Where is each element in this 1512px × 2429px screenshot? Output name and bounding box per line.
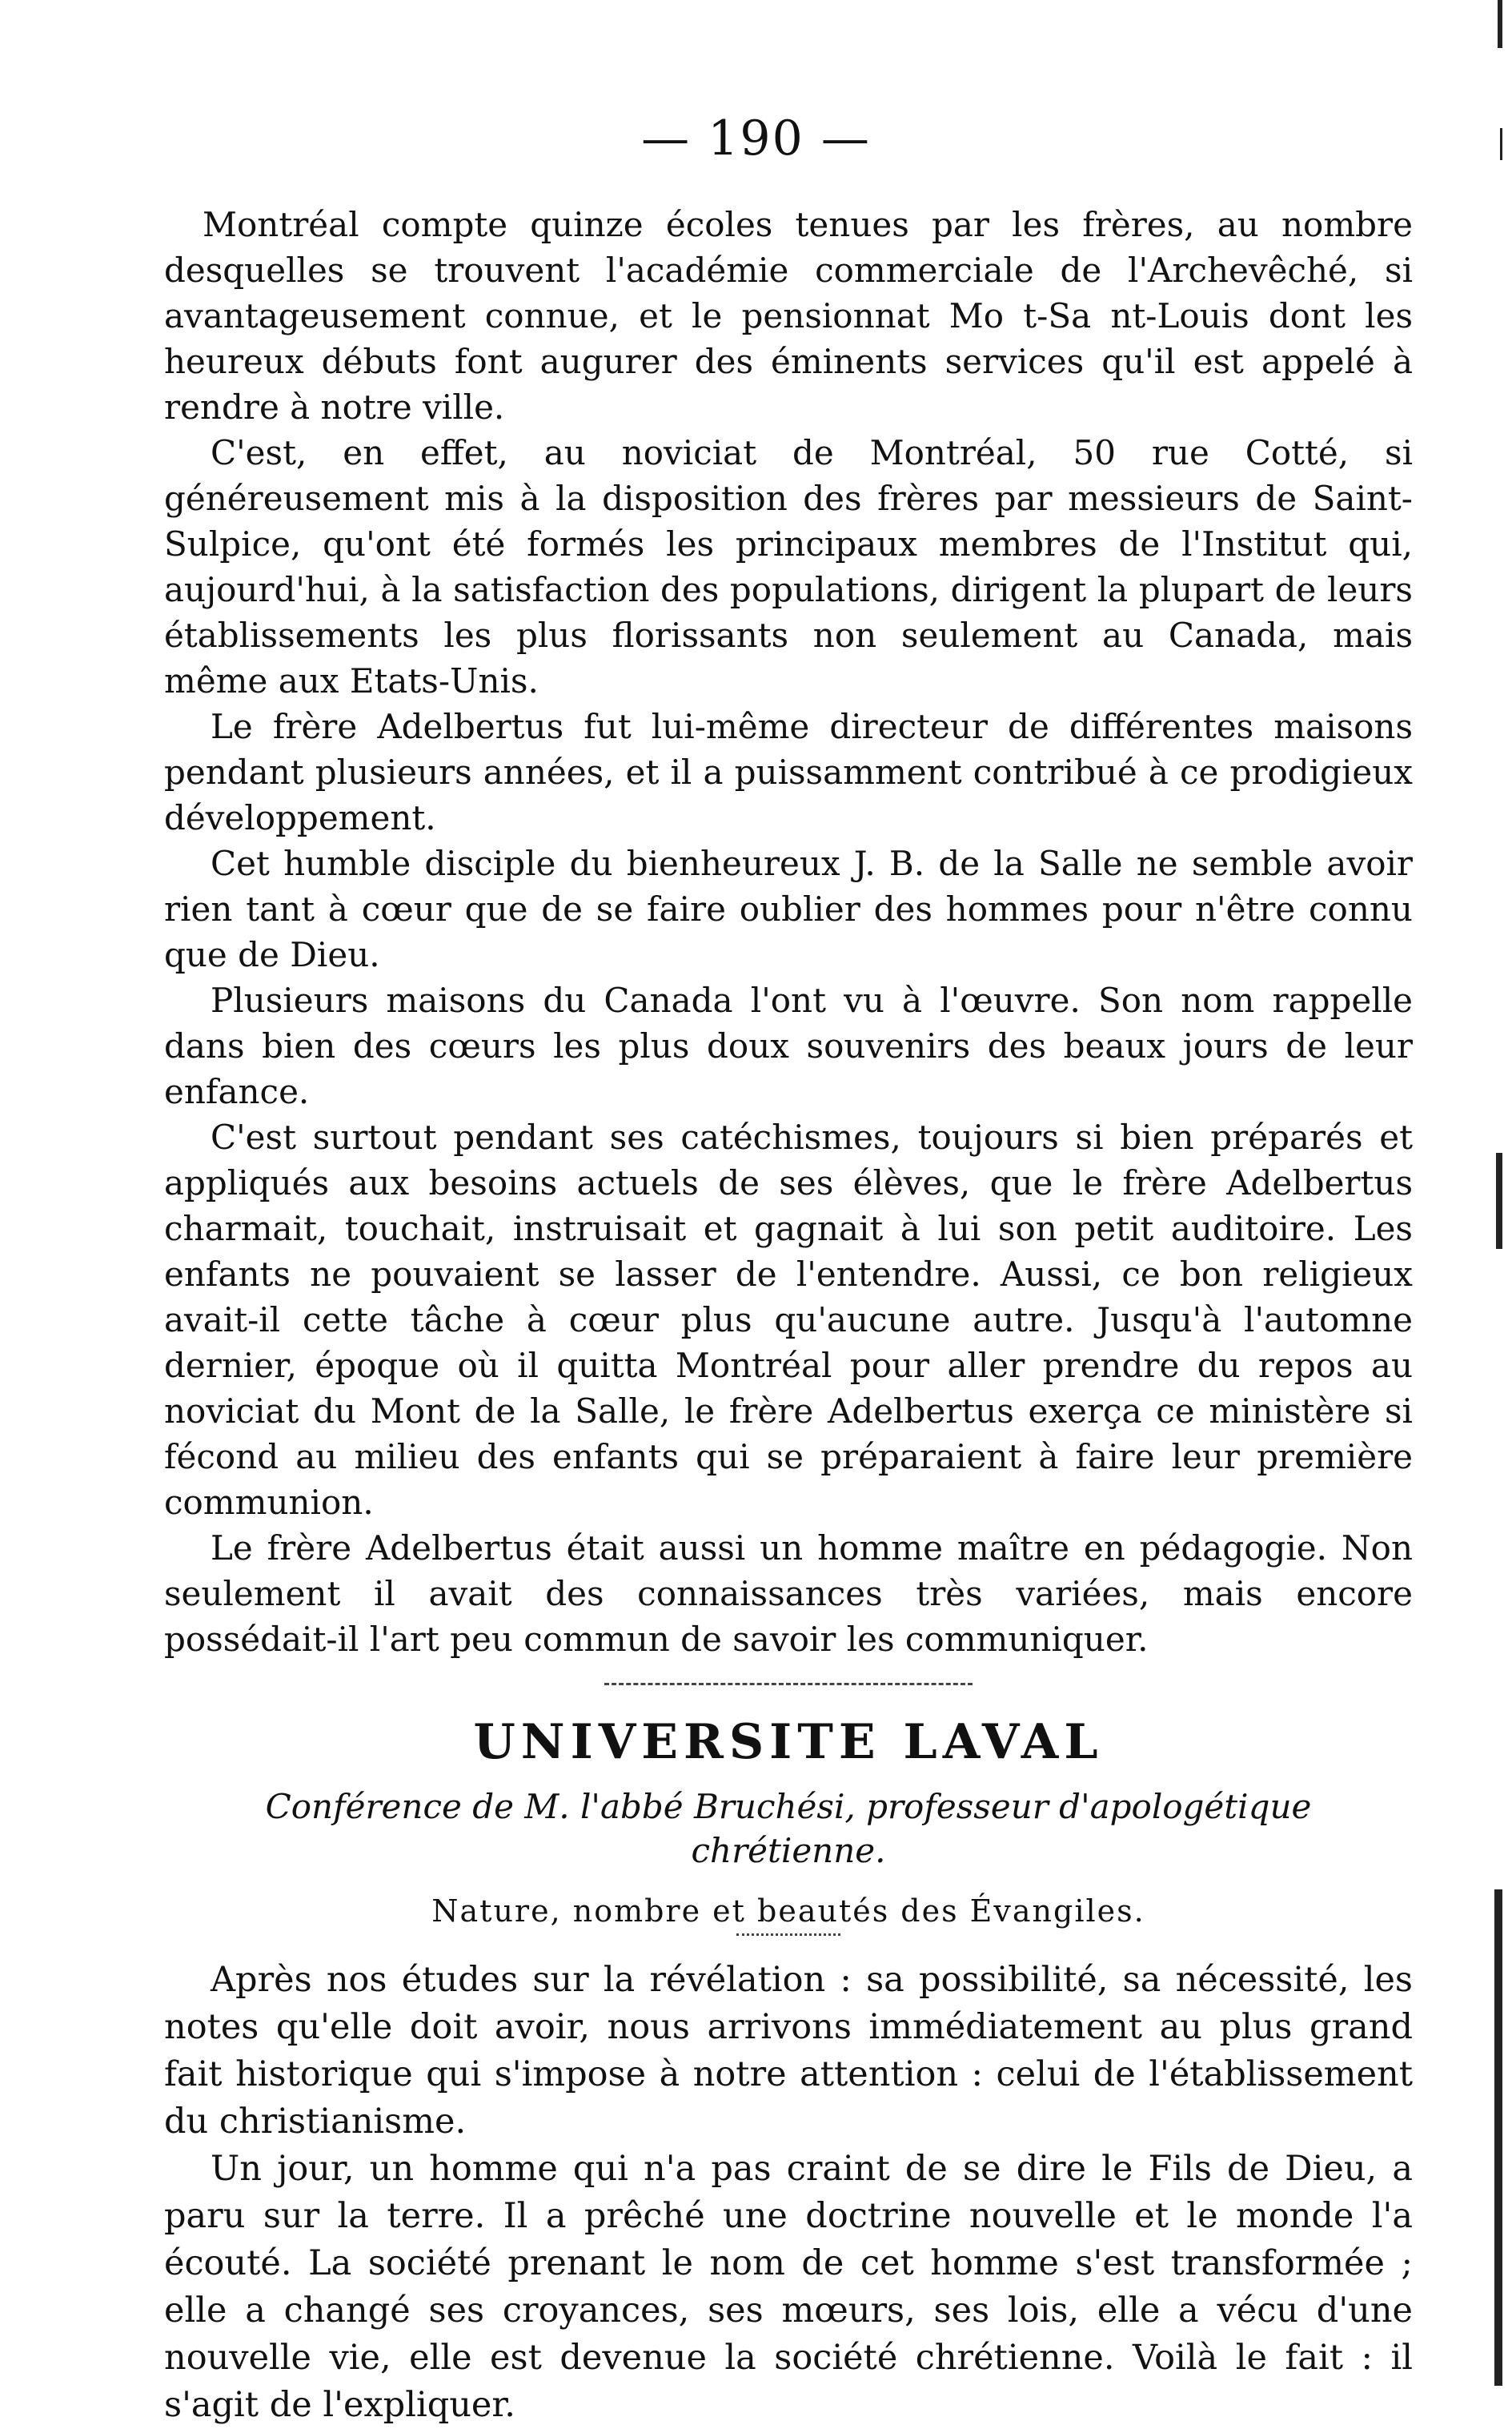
paragraph: Plusieurs maisons du Canada l'ont vu à l'œuvre. Son nom rappelle dans bien des cœurs les plus doux souvenirs des beaux jours de leur enfance.	[164, 981, 1413, 1111]
section-heading: UNIVERSITE LAVAL	[473, 1714, 1104, 1770]
page-number: — 190 —	[641, 110, 871, 167]
title-rule	[736, 1933, 840, 1936]
section-divider	[604, 1683, 973, 1685]
edge-mark	[1494, 1889, 1502, 2386]
paragraph: C'est, en effet, au noviciat de Montréal, 50 rue Cotté, si généreusement mis à la disposition des frères par messieurs de Saint-Sulpice, qu'ont été formés les principaux membres de l'Institut qui, aujourd'hui, à la satisfaction des populations, dirigent la plupart de leurs établissements les plus florissants non seulement au Canada, mais même aux Etats-Unis.	[164, 433, 1413, 701]
paragraph: C'est surtout pendant ses catéchismes, toujours si bien préparés et appliqués aux besoins actuels de ses élèves, que le frère Adelbertus charmait, touchait, instruisait et gagnait à lui son petit auditoire. Les enfants ne pouvaient se lasser de l'entendre. Aussi, ce bon religieux avait-il cette tâche à cœur plus qu'aucune autre. Jusqu'à l'automne dernier, époque où il quitta Montréal pour aller prendre du repos au noviciat du Mont de la Salle, le frère Adelbertus exerça ce ministère si fécond au milieu des enfants qui se préparaient à faire leur première communion.	[164, 1118, 1413, 1522]
section-title: Nature, nombre et beautés des Évangiles.	[431, 1893, 1145, 1929]
edge-mark	[1498, 0, 1502, 48]
lecture-subtitle: Conférence de M. l'abbé Bruchési, professeur d'apologétique chrétienne.	[265, 1787, 1312, 1870]
text-column	[164, 202, 1413, 2429]
paragraph: Montréal compte quinze écoles tenues par les frères, au nombre desquelles se trouvent l'académie commerciale de l'Archevêché, si avantageusement connue, et le pensionnat Mo t-Sa nt-Louis dont les heureux débuts font augurer des éminents services qu'il est appelé à rendre à notre ville.	[164, 205, 1413, 427]
paragraph: Un jour, un homme qui n'a pas craint de se dire le Fils de Dieu, a paru sur la terre. Il a prêché une doctrine nouvelle et le monde l'a écouté. La société prenant le nom de cet homme s'est transformée ; elle a changé ses croyances, ses mœurs, ses lois, elle a vécu d'une nouvelle vie, elle est devenue la société chrétienne. Voilà le fait : il s'agit de l'expliquer.	[164, 2149, 1413, 2425]
paragraph: Le frère Adelbertus fut lui-même directeur de différentes maisons pendant plusieurs années, et il a puissamment contribué à ce prodigieux développement.	[164, 707, 1413, 837]
paragraph: Après nos études sur la révélation : sa possibilité, sa nécessité, les notes qu'elle doit avoir, nous arrivons immédiatement au plus grand fait historique qui s'impose à notre attention : celui de l'établissement du christianisme.	[164, 1960, 1413, 2142]
paragraph: Le frère Adelbertus était aussi un homme maître en pédagogie. Non seulement il avait des connaissances très variées, mais encore possédait-il l'art peu commun de savoir les communiquer.	[164, 1528, 1413, 1659]
edge-mark	[1500, 128, 1502, 160]
paragraph: Cet humble disciple du bienheureux J. B. de la Salle ne semble avoir rien tant à cœur que de se faire oublier des hommes pour n'être connu que de Dieu.	[164, 844, 1413, 974]
edge-mark	[1496, 1153, 1502, 1249]
page-edge-shadow	[1462, 0, 1512, 2398]
